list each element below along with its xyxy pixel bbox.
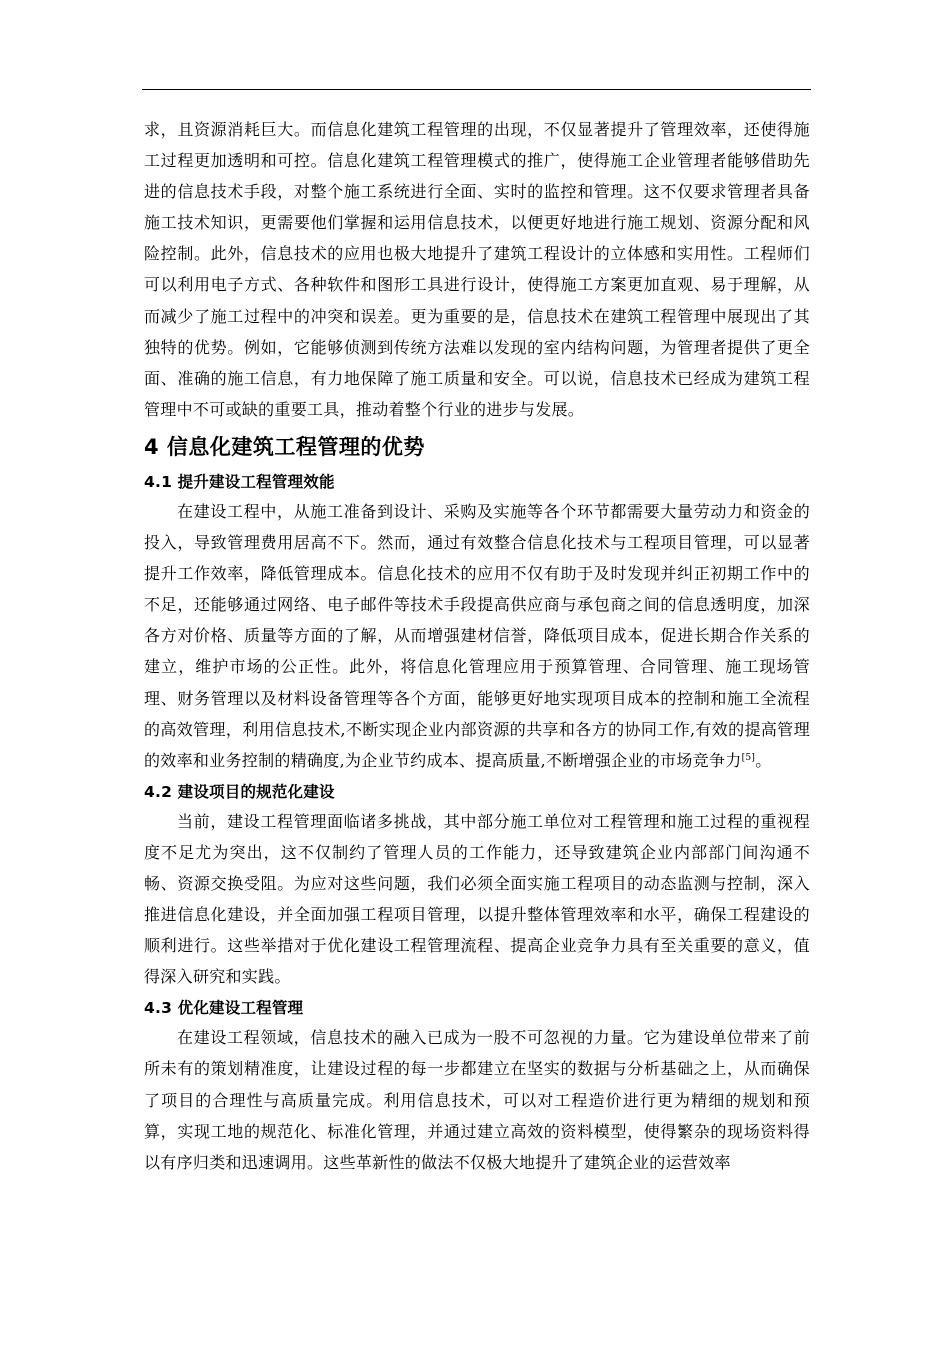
header-rule [142,89,811,90]
paragraph-end: 。 [755,750,772,770]
paragraph-text: 在建设工程中，从施工准备到设计、采购及实施等各个环节都需要大量劳动力和资金的投入，导致管理费用居高不下。然而，通过有效整合信息化技术与工程项目管理，可以显著提升工作效率，降低管理成本。信息化技术的应用不仅有助于及时发现并纠正初期工作中的不足，还能够通过网络、电子邮件等技术手段提高供应商与承包商之间的信息透明度，加深各方对价格、质量等方面的了解，从而增强建材信誉，降低项目成本，促进长期合作关系的建立，维护市场的公正性。此外，将信息化管理应用于预算管理、合同管理、施工现场管理、财务管理以及材料设备管理等各个方面，能够更好地实现项目成本的控制和施工全流程的高效管理，利用信息技术,不断实现企业内部资源的共享和各方的协同工作,有效的提高管理的效率和业务控制的精确度,为企业节约成本、提高质量,不断增强企业的市场竞争力 [144,501,810,770]
subsection-4-2-heading: 4.2 建设项目的规范化建设 [144,782,335,801]
subsection-4-1-paragraph [144,496,810,776]
citation-marker: [5] [741,752,756,763]
subsection-4-3-paragraph: 在建设工程领域，信息技术的融入已成为一股不可忽视的力量。它为建设单位带来了前所未有的策划精准度，让建设过程的每一步都建立在坚实的数据与分析基础之上，从而确保了项目的合理性与高质量完成。利用信息技术，可以对工程造价进行更为精细的规划和预算，实现工地的规范化、标准化管理，并通过建立高效的资料模型，使得繁杂的现场资料得以有序归类和迅速调用。这些革新性的做法不仅极大地提升了建筑企业的运营效率 [144,1028,810,1172]
subsection-4-1-heading: 4.1 提升建设工程管理效能 [144,472,335,491]
page-content [144,114,810,1178]
section-heading: 4 信息化建筑工程管理的优势 [144,434,425,459]
subsection-4-2-paragraph: 当前，建设工程管理面临诸多挑战，其中部分施工单位对工程管理和施工过程的重视程度不足尤为突出，这不仅制约了管理人员的工作能力，还导致建筑企业内部部门间沟通不畅、资源交换受阻。为应对这些问题，我们必须全面实施工程项目的动态监测与控制，深入推进信息化建设，并全面加强工程项目管理，以提升整体管理效率和水平，确保工程建设的顺利进行。这些举措对于优化建设工程管理流程、提高企业竞争力具有至关重要的意义，值得深入研究和实践。 [144,811,810,987]
intro-paragraph: 求，且资源消耗巨大。而信息化建筑工程管理的出现，不仅显著提升了管理效率，还使得施工过程更加透明和可控。信息化建筑工程管理模式的推广，使得施工企业管理者能够借助先进的信息技术手段，对整个施工系统进行全面、实时的监控和管理。这不仅要求管理者具备施工技术知识，更需要他们掌握和运用信息技术，以便更好地进行施工规划、资源分配和风险控制。此外，信息技术的应用也极大地提升了建筑工程设计的立体感和实用性。工程师们可以利用电子方式、各种软件和图形工具进行设计，使得施工方案更加直观、易于理解，从而减少了施工过程中的冲突和误差。更为重要的是，信息技术在建筑工程管理中展现出了其独特的优势。例如，它能够侦测到传统方法难以发现的室内结构问题，为管理者提供了更全面、准确的施工信息，有力地保障了施工质量和安全。可以说，信息技术已经成为建筑工程管理中不可或缺的重要工具，推动着整个行业的进步与发展。 [144,120,810,419]
subsection-4-3-heading: 4.3 优化建设工程管理 [144,999,304,1018]
